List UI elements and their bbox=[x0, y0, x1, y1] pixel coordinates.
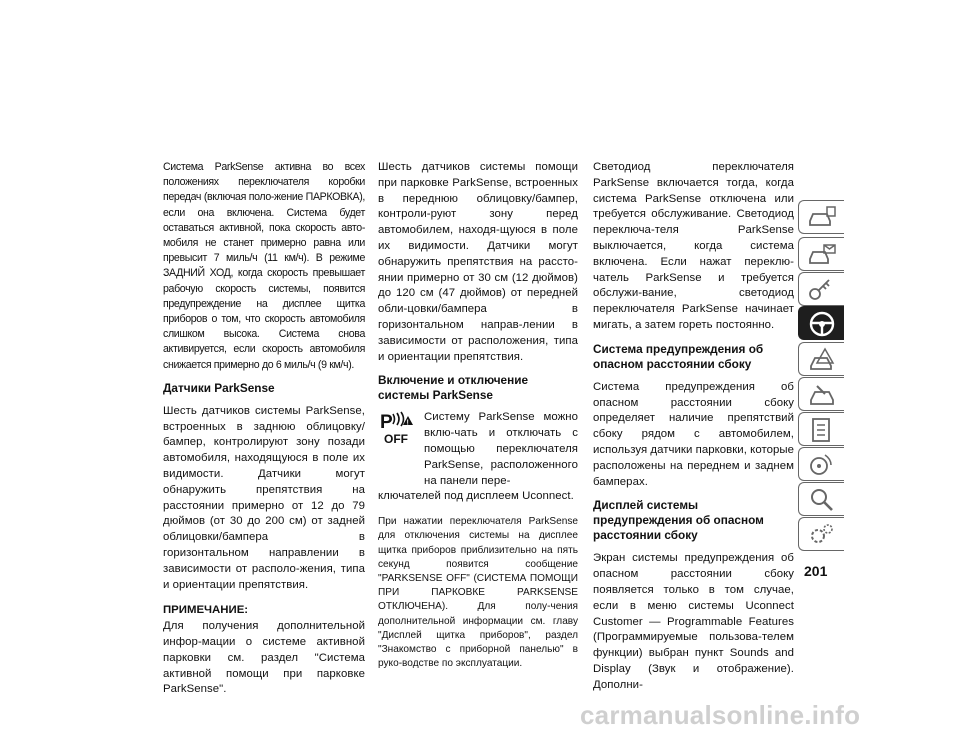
steering-wheel-icon bbox=[807, 310, 837, 338]
watermark: carmanualsonline.info bbox=[580, 700, 861, 730]
section-heading-side-display: Дисплей системы предупреждения об опасном расстоянии сбоку bbox=[593, 498, 764, 543]
key-icon bbox=[807, 276, 837, 304]
side-display-paragraph: Экран системы предупреждения об опасном расстоянии сбоку появляется только в том случае, если в меню системы Uconnect Customer — Programmable Features (Программируемые пользова-телем функции) выбран пункт Sounds and Display (Звук и отображение). Дополни- bbox=[593, 552, 794, 691]
off-label: OFF bbox=[384, 432, 408, 447]
section-heading-side-distance: Система предупреждения об опасном расстоянии сбоку bbox=[593, 341, 764, 371]
column-right bbox=[593, 160, 794, 694]
media-icon bbox=[807, 451, 837, 479]
disable-paragraph: При нажатии переключателя ParkSense для отключения системы на дисплее щитка приборов приблизительно на пять секунд появится сообщение "PARKSENSE OFF" (СИСТЕМА ПОМОЩИ ПРИ ПАРКОВКЕ PARKSENSE ОТКЛЮЧЕНА). Для полу-чения дополнительной информации см. главу "Дисплей щитка приборов", раздел "Знакомство с приборной панелью" в руко-водстве по эксплуатации. bbox=[378, 516, 578, 670]
switch-paragraph: Систему ParkSense можно вклю-чать и отключать с помощью переключателя ParkSense, расположенного на панели пере- bbox=[424, 411, 578, 487]
page-number: 201 bbox=[804, 563, 828, 579]
settings-icon bbox=[807, 521, 837, 549]
car-mail-icon bbox=[807, 241, 837, 267]
tab-key[interactable] bbox=[798, 272, 844, 306]
tab-car-mail[interactable] bbox=[798, 237, 844, 271]
car-service-icon bbox=[807, 381, 837, 409]
svg-text:P: P bbox=[380, 412, 393, 434]
tab-warning[interactable] bbox=[798, 342, 844, 376]
car-info-icon bbox=[807, 204, 837, 230]
section-heading-enable: Включение и отключение системы ParkSense bbox=[378, 373, 529, 403]
parksense-icon-row bbox=[378, 410, 578, 489]
tab-magnifier[interactable] bbox=[798, 482, 844, 516]
column-middle bbox=[378, 160, 578, 671]
note-label: ПРИМЕЧАНИЕ: bbox=[163, 604, 249, 617]
tab-car-info[interactable] bbox=[798, 200, 844, 234]
section-heading-sensors: Датчики ParkSense bbox=[163, 380, 275, 395]
front-sensors-paragraph: Шесть датчиков системы помощи при парковке ParkSense, встроенных в переднюю облицовку/бампер, контроли-руют зону перед автомобилем, находя-щуюся в поле их видимости. Датчики могут обнаружить препятствия на рассто-янии примерно от 30 см (12 дюймов) до 120 см (47 дюймов) от передней обли-цовки/бампера в горизонтальном направ-лении в зависимости от расположения, типа и ориентации препятствия. bbox=[378, 161, 578, 363]
led-paragraph: Светодиод переключателя ParkSense включается тогда, когда система ParkSense отключена или требуется обслуживание. Светодиод переключа-теля ParkSense выключается, когда система включена. Если нажат переклю-чатель ParkSense и требуется обслужи-вание, светодиод переключателя ParkSense начинает мигать, а затем гореть постоянно. bbox=[593, 161, 794, 331]
tab-car-service[interactable] bbox=[798, 377, 844, 411]
intro-paragraph: Система ParkSense активна во всех положениях переключателя коробки передач (включая поло-жение ПАРКОВКА), если она включена. Система будет оставаться активной, пока скорость авто-мобиля не станет примерно равна или превысит 7 миль/ч (11 км/ч). В режиме ЗАДНИЙ ХОД, когда скорость превышает рабочую скорость системы, появится предупреждение на дисплее щитка приборов о том, что скорость автомобиля слишком высока. Система снова активируется, если скорость автомобиля снижается примерно до 6 миль/ч (9 км/ч). bbox=[163, 161, 365, 371]
note-paragraph: Для получения дополнительной инфор-мации о системе активной парковки см. раздел "Система активной помощи при парковке ParkSense". bbox=[163, 620, 365, 696]
svg-text:!: ! bbox=[406, 419, 409, 427]
side-distance-paragraph: Система предупреждения об опасном расстоянии сбоку определяет наличие препятствий сбоку рядом с автомобилем, используя датчики парковки, которые расположены на переднем и заднем бамперах. bbox=[593, 380, 794, 488]
parksense-off-icon bbox=[378, 410, 420, 448]
tab-media[interactable] bbox=[798, 447, 844, 481]
sensors-paragraph: Шесть датчиков системы ParkSense, встроенных в заднюю облицовку/бампер, контролируют зону позади автомобиля, находящуюся в поле их видимости. Датчики могут обнаружить препятствия на расстоянии примерно от 12 до 79 дюймов (от 30 до 200 см) от задней облицовки/бампера в горизонтальном направлении в зависимости от располо-жения, типа и ориентации препятствия. bbox=[163, 404, 365, 591]
warning-icon bbox=[807, 346, 837, 374]
switch-paragraph-cont: ключателей под дисплеем Uconnect. bbox=[378, 490, 574, 503]
checklist-icon bbox=[807, 416, 837, 444]
tab-checklist[interactable] bbox=[798, 412, 844, 446]
tab-steering-wheel[interactable] bbox=[798, 306, 844, 340]
column-left bbox=[163, 160, 365, 698]
magnifier-icon bbox=[807, 486, 837, 514]
tab-settings[interactable] bbox=[798, 517, 844, 551]
